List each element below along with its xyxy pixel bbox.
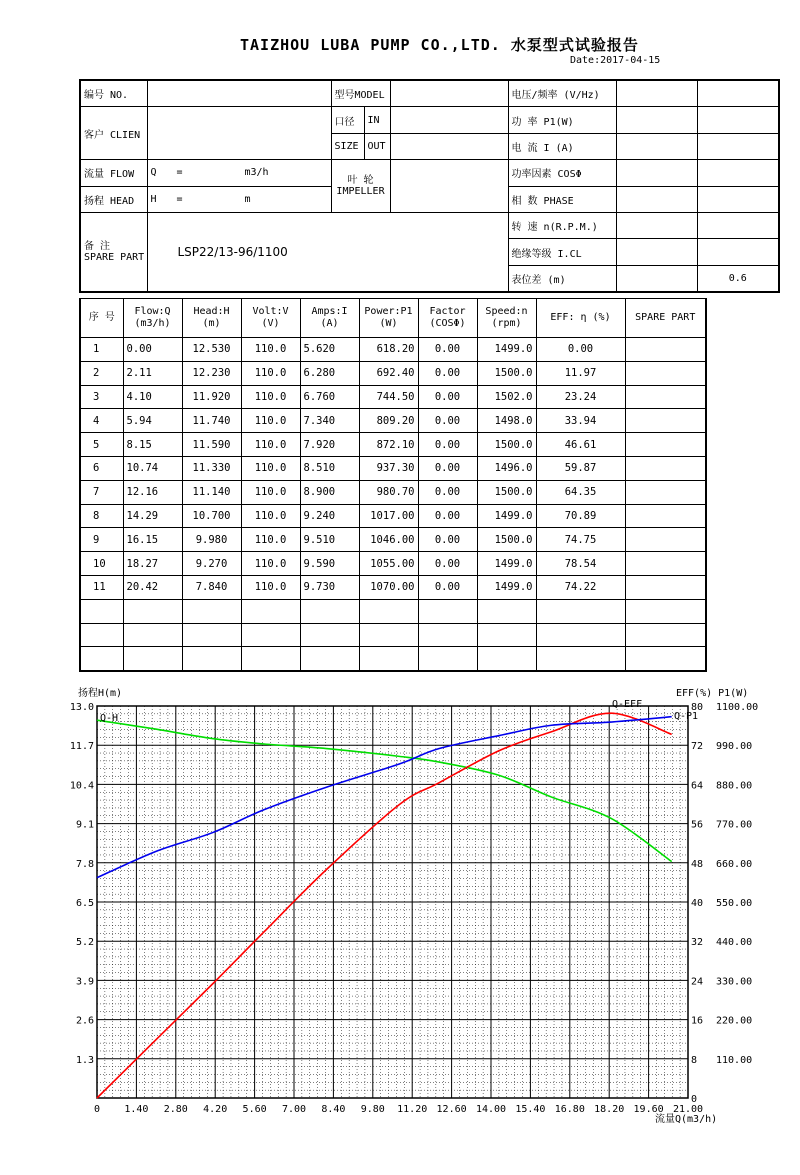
table-cell: 0.00: [418, 528, 477, 552]
table-cell: 14.29: [123, 504, 182, 528]
table-cell: 8.15: [123, 433, 182, 457]
speed-value: [616, 212, 697, 238]
table-cell: 110.0: [241, 575, 300, 599]
table-header-5: Power:P1 (W): [359, 299, 418, 338]
voltage-extra: [697, 80, 779, 107]
table-row: [80, 409, 706, 433]
table-cell: [418, 647, 477, 671]
head-value: [147, 186, 331, 212]
table-cell: 692.40: [359, 361, 418, 385]
table-cell: 110.0: [241, 409, 300, 433]
table-row: [80, 433, 706, 457]
x-tick-label: 2.80: [163, 1104, 188, 1115]
table-header-8: EFF: η (%): [536, 299, 625, 338]
out-value: [390, 133, 508, 159]
table-cell: [536, 599, 625, 623]
head-h: H: [150, 193, 157, 205]
table-cell: 0.00: [418, 385, 477, 409]
table-cell: [477, 647, 536, 671]
x-tick-label: 16.80: [554, 1104, 585, 1115]
pf-label: 功率因素 COSΦ: [508, 160, 616, 186]
eff-tick-label: 0: [691, 1094, 698, 1105]
table-cell: 8.900: [300, 480, 359, 504]
table-cell: 6: [80, 456, 123, 480]
head-tick-label: 3.9: [75, 976, 94, 988]
table-cell: 5.94: [123, 409, 182, 433]
table-row: [80, 504, 706, 528]
table-cell: [625, 361, 706, 385]
power-tick-label: 110.00: [716, 1054, 753, 1066]
voltage-label: 电压/频率 (V/Hz): [508, 80, 616, 107]
power-tick-label: 220.00: [716, 1015, 753, 1027]
table-cell: 10: [80, 552, 123, 576]
table-cell: 11.740: [182, 409, 241, 433]
table-cell: [477, 623, 536, 647]
table-cell: [625, 456, 706, 480]
table-header-7: Speed:n (rpm): [477, 299, 536, 338]
table-cell: 1500.0: [477, 528, 536, 552]
table-cell: [359, 647, 418, 671]
table-cell: 11.920: [182, 385, 241, 409]
table-cell: 74.75: [536, 528, 625, 552]
no-label: 编号 NO.: [80, 80, 147, 107]
table-cell: 2.11: [123, 361, 182, 385]
table-cell: [182, 647, 241, 671]
head-eq: =: [176, 193, 183, 205]
in-value: [390, 107, 508, 133]
x-tick-label: 15.40: [515, 1104, 546, 1115]
table-row-empty: [80, 599, 706, 623]
series-line-q-eff: [97, 713, 672, 1098]
head-tick-label: 6.5: [75, 898, 94, 909]
table-cell: 9.240: [300, 504, 359, 528]
table-cell: 3: [80, 385, 123, 409]
table-cell: 110.0: [241, 504, 300, 528]
table-cell: 618.20: [359, 338, 418, 362]
power-tick-label: 770.00: [716, 819, 753, 831]
head-tick-label: 2.6: [75, 1015, 94, 1027]
x-tick-label: 0: [93, 1104, 101, 1115]
pf-value: [616, 160, 697, 186]
out-label: OUT: [364, 133, 390, 159]
table-cell: 937.30: [359, 456, 418, 480]
head-tick-label: 1.3: [75, 1054, 94, 1066]
table-cell: 0.00: [418, 456, 477, 480]
table-cell: 4: [80, 409, 123, 433]
eff-tick-label: 64: [691, 780, 704, 792]
table-cell: [625, 338, 706, 362]
table-cell: 1500.0: [477, 480, 536, 504]
table-cell: 5.620: [300, 338, 359, 362]
table-row: [80, 385, 706, 409]
table-cell: 0.00: [418, 480, 477, 504]
table-cell: 1499.0: [477, 338, 536, 362]
x-tick-label: 8.40: [321, 1104, 346, 1115]
insulation-label: 绝缘等级 I.CL: [508, 239, 616, 265]
model-value: [390, 80, 508, 107]
table-header-1: Flow:Q (m3/h): [123, 299, 182, 338]
head-label: 扬程 HEAD: [80, 186, 147, 212]
eff-tick-label: 80: [691, 702, 704, 713]
power-extra: [697, 107, 779, 133]
impeller-en: IMPELLER: [336, 186, 385, 198]
table-cell: 1498.0: [477, 409, 536, 433]
table-cell: [123, 599, 182, 623]
table-cell: 0.00: [418, 409, 477, 433]
phase-extra: [697, 186, 779, 212]
remark-value: LSP22/13-96/1100: [147, 212, 508, 292]
table-cell: 1499.0: [477, 575, 536, 599]
x-tick-label: 7.00: [281, 1104, 307, 1115]
right-axis-label: EFF(%) P1(W): [676, 688, 749, 699]
table-cell: 110.0: [241, 552, 300, 576]
table-cell: 78.54: [536, 552, 625, 576]
power-value: [616, 107, 697, 133]
table-cell: 1: [80, 338, 123, 362]
x-tick-label: 21.00: [672, 1104, 704, 1115]
current-extra: [697, 133, 779, 159]
table-cell: 0.00: [123, 338, 182, 362]
table-cell: 809.20: [359, 409, 418, 433]
x-tick-label: 18.20: [594, 1104, 625, 1115]
insulation-extra: [697, 239, 779, 265]
table-cell: 11.97: [536, 361, 625, 385]
power-tick-label: 880.00: [716, 780, 753, 792]
table-cell: 8.510: [300, 456, 359, 480]
x-tick-label: 19.60: [633, 1104, 664, 1115]
table-row-empty: [80, 623, 706, 647]
current-value: [616, 133, 697, 159]
x-tick-label: 14.00: [475, 1104, 507, 1115]
table-cell: 1046.00: [359, 528, 418, 552]
table-row: [80, 575, 706, 599]
table-cell: [625, 623, 706, 647]
info-table: [79, 79, 780, 293]
table-cell: 110.0: [241, 456, 300, 480]
table-cell: 110.0: [241, 361, 300, 385]
remark-label: [80, 212, 147, 292]
table-cell: 6.280: [300, 361, 359, 385]
power-tick-label: 330.00: [716, 976, 753, 988]
table-cell: 1502.0: [477, 385, 536, 409]
voltage-value: [616, 80, 697, 107]
table-cell: [359, 623, 418, 647]
x-tick-label: 5.60: [242, 1104, 267, 1115]
table-cell: 0.00: [418, 575, 477, 599]
table-cell: 1496.0: [477, 456, 536, 480]
head-tick-label: 11.7: [69, 741, 94, 753]
table-cell: 74.22: [536, 575, 625, 599]
table-cell: [536, 647, 625, 671]
table-row: [80, 456, 706, 480]
eff-tick-label: 8: [691, 1054, 698, 1066]
table-cell: 980.70: [359, 480, 418, 504]
series-label-q-eff: Q-EFF: [612, 699, 643, 710]
table-cell: 12.230: [182, 361, 241, 385]
table-cell: 1017.00: [359, 504, 418, 528]
table-cell: [300, 647, 359, 671]
table-cell: 7.340: [300, 409, 359, 433]
table-cell: 11.590: [182, 433, 241, 457]
table-cell: 9.270: [182, 552, 241, 576]
table-cell: 23.24: [536, 385, 625, 409]
eff-tick-label: 24: [691, 976, 704, 988]
table-cell: [359, 599, 418, 623]
table-cell: [625, 647, 706, 671]
table-cell: 110.0: [241, 480, 300, 504]
table-cell: 4.10: [123, 385, 182, 409]
table-cell: 1500.0: [477, 433, 536, 457]
table-cell: 110.0: [241, 385, 300, 409]
table-row-empty: [80, 647, 706, 671]
head-unit: m: [244, 193, 251, 205]
report-title: TAIZHOU LUBA PUMP CO.,LTD. 水泵型式试验报告: [240, 36, 639, 54]
gauge-value: 0.6: [697, 265, 779, 292]
table-cell: [625, 504, 706, 528]
x-axis-label: 流量Q(m3/h): [655, 1114, 718, 1125]
table-cell: 8: [80, 504, 123, 528]
table-cell: [418, 623, 477, 647]
table-cell: 9.980: [182, 528, 241, 552]
table-cell: 18.27: [123, 552, 182, 576]
phase-label: 相 数 PHASE: [508, 186, 616, 212]
eff-tick-label: 72: [691, 741, 704, 753]
table-cell: 1500.0: [477, 361, 536, 385]
table-cell: 110.0: [241, 433, 300, 457]
table-cell: 9.730: [300, 575, 359, 599]
client-label: 客户 CLIEN: [80, 107, 147, 160]
impeller-label: [331, 160, 390, 213]
table-cell: [80, 623, 123, 647]
table-cell: 0.00: [418, 433, 477, 457]
head-tick-label: 5.2: [75, 937, 94, 949]
x-tick-label: 9.80: [360, 1104, 385, 1115]
table-cell: 12.530: [182, 338, 241, 362]
table-header-6: Factor (COSΦ): [418, 299, 477, 338]
table-cell: 1055.00: [359, 552, 418, 576]
head-tick-label: 13.0: [69, 702, 94, 713]
gauge-label: 表位差 (m): [508, 265, 616, 292]
table-cell: 1499.0: [477, 552, 536, 576]
table-cell: 744.50: [359, 385, 418, 409]
table-cell: 20.42: [123, 575, 182, 599]
table-cell: 10.700: [182, 504, 241, 528]
table-header-2: Head:H (m): [182, 299, 241, 338]
table-cell: 6.760: [300, 385, 359, 409]
flow-eq: =: [176, 167, 183, 179]
x-tick-label: 11.20: [397, 1104, 428, 1115]
table-cell: 1070.00: [359, 575, 418, 599]
table-cell: [182, 599, 241, 623]
no-value: [147, 80, 331, 107]
table-cell: [241, 623, 300, 647]
table-cell: 2: [80, 361, 123, 385]
series-label-q-h: Q-H: [100, 713, 119, 724]
table-cell: [625, 433, 706, 457]
table-row: [80, 338, 706, 362]
table-cell: 46.61: [536, 433, 625, 457]
eff-tick-label: 40: [691, 898, 704, 909]
power-tick-label: 1100.00: [716, 702, 759, 713]
table-cell: 110.0: [241, 528, 300, 552]
flow-label: 流量 FLOW: [80, 160, 147, 186]
size-label: SIZE: [331, 133, 364, 159]
flow-unit: m3/h: [244, 167, 269, 179]
table-cell: 64.35: [536, 480, 625, 504]
model-label: 型号MODEL: [331, 80, 390, 107]
table-cell: 10.74: [123, 456, 182, 480]
x-tick-label: 12.60: [436, 1104, 467, 1115]
power-tick-label: 990.00: [716, 741, 753, 753]
table-cell: 0.00: [418, 361, 477, 385]
power-tick-label: 550.00: [716, 898, 753, 909]
pf-extra: [697, 160, 779, 186]
table-row: [80, 361, 706, 385]
table-row: [80, 480, 706, 504]
table-cell: [625, 528, 706, 552]
client-value: [147, 107, 331, 160]
eff-tick-label: 16: [691, 1015, 704, 1027]
table-cell: [123, 647, 182, 671]
table-cell: [625, 599, 706, 623]
table-cell: 1499.0: [477, 504, 536, 528]
table-cell: [625, 480, 706, 504]
table-row: [80, 552, 706, 576]
table-cell: 11.330: [182, 456, 241, 480]
gauge-value-blank: [616, 265, 697, 292]
table-cell: 0.00: [418, 338, 477, 362]
impeller-cn: 叶 轮: [347, 175, 374, 187]
speed-extra: [697, 212, 779, 238]
spare-part-label: SPARE PART: [84, 252, 145, 264]
table-cell: 110.0: [241, 338, 300, 362]
table-cell: 11: [80, 575, 123, 599]
diameter-label: 口径: [331, 107, 364, 133]
eff-tick-label: 56: [691, 819, 704, 831]
table-cell: 9.510: [300, 528, 359, 552]
table-cell: [418, 599, 477, 623]
table-cell: 5: [80, 433, 123, 457]
table-cell: 12.16: [123, 480, 182, 504]
x-tick-label: 1.40: [124, 1104, 149, 1115]
remark-cn: 备 注: [84, 241, 111, 253]
table-cell: 16.15: [123, 528, 182, 552]
table-cell: [241, 647, 300, 671]
table-cell: [241, 599, 300, 623]
table-cell: 33.94: [536, 409, 625, 433]
table-cell: 9: [80, 528, 123, 552]
insulation-value: [616, 239, 697, 265]
table-cell: 59.87: [536, 456, 625, 480]
current-label: 电 流 I (A): [508, 133, 616, 159]
left-axis-label: 扬程H(m): [78, 688, 123, 699]
flow-value: [147, 160, 331, 186]
table-header-0: 序 号: [80, 299, 123, 338]
table-cell: 7.920: [300, 433, 359, 457]
table-cell: [80, 599, 123, 623]
flow-q: Q: [150, 167, 157, 179]
table-cell: [625, 409, 706, 433]
table-cell: [625, 552, 706, 576]
x-tick-label: 4.20: [203, 1104, 228, 1115]
table-cell: 872.10: [359, 433, 418, 457]
table-cell: 0.00: [418, 552, 477, 576]
power-tick-label: 660.00: [716, 858, 753, 870]
report-date: Date:2017-04-15: [570, 55, 661, 66]
table-cell: 70.89: [536, 504, 625, 528]
table-cell: 11.140: [182, 480, 241, 504]
table-cell: [625, 575, 706, 599]
table-header-4: Amps:I (A): [300, 299, 359, 338]
eff-tick-label: 48: [691, 858, 704, 870]
speed-label: 转 速 n(R.P.M.): [508, 212, 616, 238]
table-header-3: Volt:V (V): [241, 299, 300, 338]
table-cell: 7.840: [182, 575, 241, 599]
table-cell: 7: [80, 480, 123, 504]
table-cell: 0.00: [418, 504, 477, 528]
table-cell: [300, 623, 359, 647]
table-header-9: SPARE PART: [625, 299, 706, 338]
table-cell: [123, 623, 182, 647]
phase-value: [616, 186, 697, 212]
table-cell: [182, 623, 241, 647]
test-data-table: [79, 298, 707, 672]
head-tick-label: 9.1: [75, 819, 94, 831]
table-cell: [625, 385, 706, 409]
head-tick-label: 7.8: [75, 858, 94, 870]
table-cell: [80, 647, 123, 671]
eff-tick-label: 32: [691, 937, 704, 949]
power-label: 功 率 P1(W): [508, 107, 616, 133]
series-label-q-p1: Q-P1: [674, 711, 699, 722]
table-cell: [536, 623, 625, 647]
table-cell: [300, 599, 359, 623]
power-tick-label: 440.00: [716, 937, 753, 949]
performance-chart: [0, 680, 800, 1175]
in-label: IN: [364, 107, 390, 133]
head-tick-label: 10.4: [69, 780, 94, 792]
impeller-value: [390, 160, 508, 213]
table-cell: 0.00: [536, 338, 625, 362]
table-row: [80, 528, 706, 552]
table-cell: 9.590: [300, 552, 359, 576]
table-cell: [477, 599, 536, 623]
